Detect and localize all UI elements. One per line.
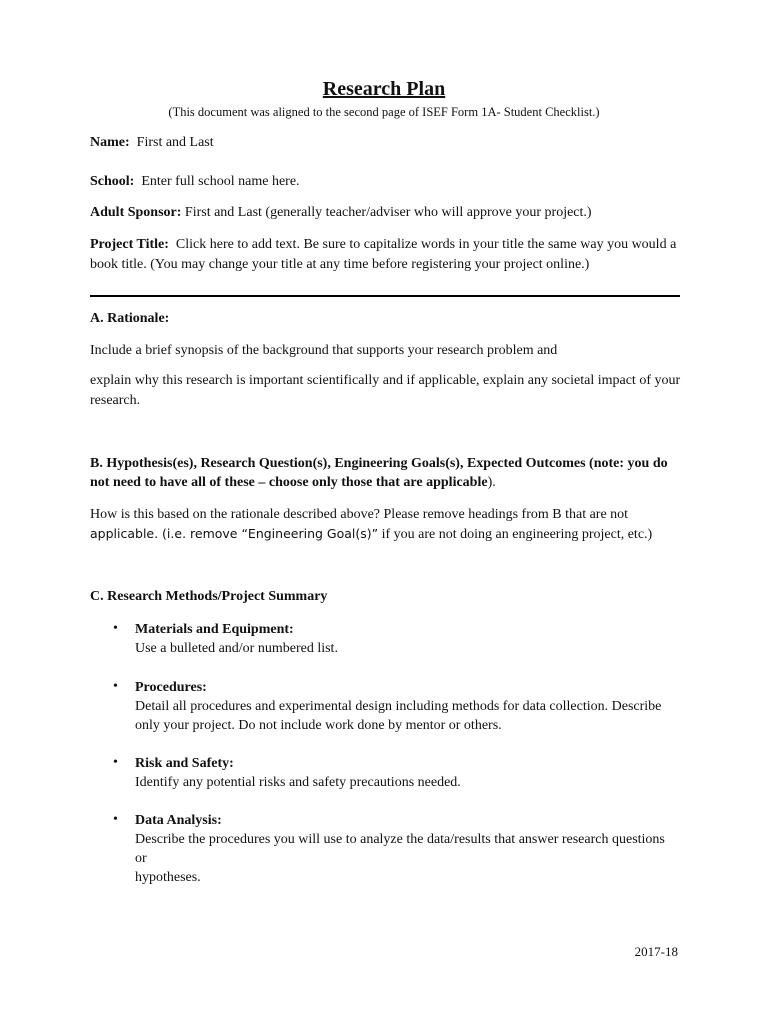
list-item-text[interactable]: hypotheses. — [135, 870, 201, 885]
name-field — [90, 133, 680, 153]
section-b-heading-line2 — [90, 473, 680, 493]
section-a-heading: A. Rationale: — [90, 311, 170, 326]
list-item — [135, 811, 680, 887]
list-item-label: Procedures: — [135, 680, 207, 695]
section-b-body-line2-b: if you are not doing an engineering project, etc.) — [378, 527, 653, 542]
name-value[interactable]: First and Last — [136, 135, 214, 150]
footer-year: 2017-18 — [634, 944, 678, 959]
project-title-field — [90, 235, 680, 255]
school-label: School: — [90, 174, 135, 189]
school-value[interactable]: Enter full school name here. — [141, 174, 300, 189]
list-item-label: Materials and Equipment: — [135, 622, 294, 637]
project-title-value-line1[interactable]: Click here to add text. Be sure to capitalize words in your title the same way you would a — [175, 237, 677, 252]
school-field — [90, 172, 680, 192]
sponsor-field — [90, 203, 680, 223]
section-b-heading-line2-end: ). — [487, 475, 496, 490]
page-title: Research Plan — [322, 78, 446, 100]
list-item-text[interactable]: Use a bulleted and/or numbered list. — [135, 641, 338, 656]
section-b-body-line2-a: applicable. (i.e. remove “Engineering Goal(s)” — [90, 526, 379, 541]
list-item-text[interactable]: Identify any potential risks and safety precautions needed. — [135, 775, 461, 790]
sponsor-label: Adult Sponsor: — [90, 205, 182, 220]
section-b-body-line1[interactable]: How is this based on the rationale described above? Please remove headings from B that are not — [90, 507, 629, 522]
bullet-icon: • — [113, 812, 118, 827]
bullet-icon: • — [113, 755, 118, 770]
list-item-label: Risk and Safety: — [135, 756, 234, 771]
list-item-label: Data Analysis: — [135, 813, 222, 828]
bullet-icon: • — [113, 679, 118, 694]
section-c-heading: C. Research Methods/Project Summary — [90, 589, 328, 604]
section-a-para2-line1[interactable]: explain why this research is important scientifically and if applicable, explain any societal impact of your — [90, 373, 681, 388]
list-item-text[interactable]: Detail all procedures and experimental design including methods for data collection. Describe — [135, 699, 662, 714]
section-b-heading-line1: B. Hypothesis(es), Research Question(s), Engineering Goals(s), Expected Outcomes (note: you do — [90, 456, 668, 471]
list-item-text[interactable]: only your project. Do not include work done by mentor or others. — [135, 718, 502, 733]
bullet-icon: • — [113, 621, 118, 636]
section-b-body-line2[interactable] — [90, 524, 680, 545]
list-item — [135, 620, 680, 658]
project-title-label: Project Title: — [90, 237, 169, 252]
list-item-text[interactable]: Describe the procedures you will use to analyze the data/results that answer research questions or — [135, 832, 665, 866]
list-item — [135, 754, 680, 792]
section-b-heading-line2-text: not need to have all of these – choose only those that are applicable — [90, 475, 488, 490]
section-divider — [90, 295, 680, 297]
project-title-value-line2[interactable]: book title. (You may change your title at any time before registering your project online.) — [90, 257, 590, 272]
section-a-para1[interactable]: Include a brief synopsis of the background that supports your research problem and — [90, 343, 558, 358]
section-a-para2-line2[interactable]: research. — [90, 393, 141, 408]
page-subtitle: (This document was aligned to the second page of ISEF Form 1A- Student Checklist.) — [168, 105, 600, 119]
list-item — [135, 678, 680, 735]
name-label: Name: — [90, 135, 130, 150]
sponsor-value[interactable]: First and Last (generally teacher/adviser who will approve your project.) — [184, 205, 592, 220]
